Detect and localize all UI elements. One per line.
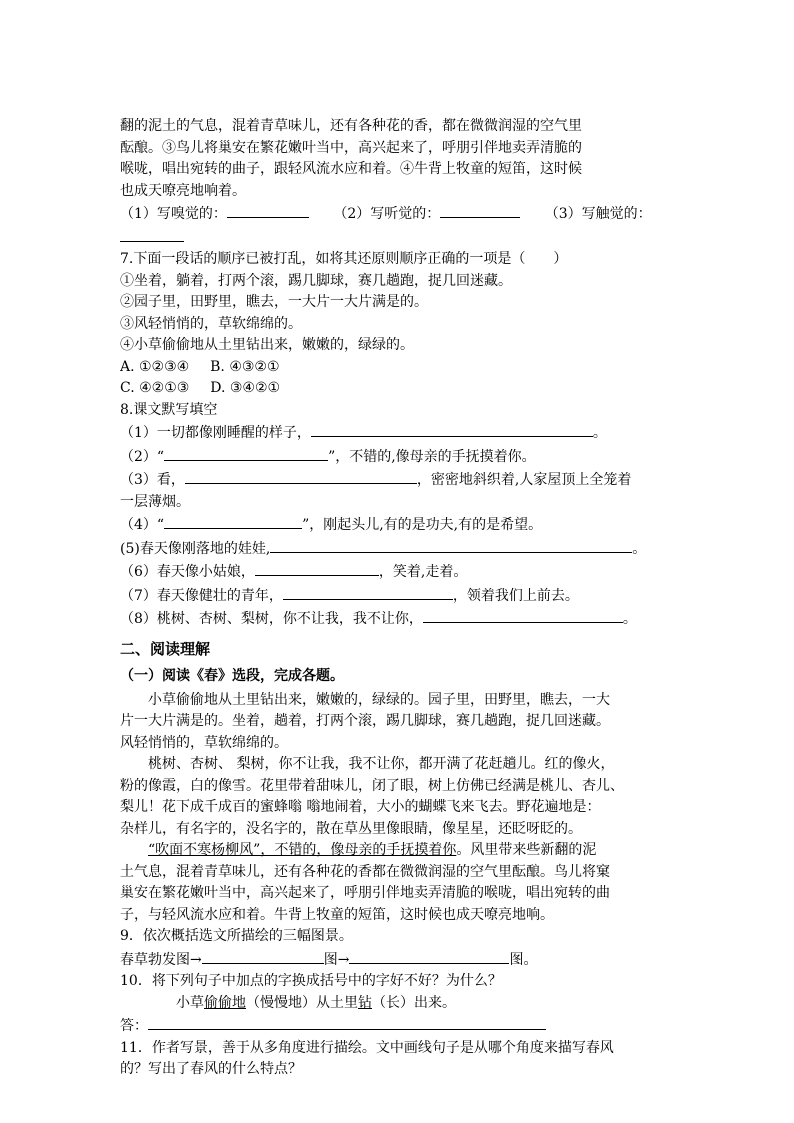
passage-line: 翻的泥土的气息，混着青草味儿，还有各种花的香，都在微微润湿的空气里: [120, 118, 582, 134]
q6-hearing-label: （2）写听觉的：: [333, 206, 441, 222]
reading-line: 土气息，混着青草味儿，还有各种花的香都在微微润湿的空气里酝酿。鸟儿将窠: [120, 863, 610, 880]
q8-item-1: [120, 421, 690, 445]
q8-item-4-blank[interactable]: [164, 513, 302, 529]
q6-touch-blank-line: [120, 226, 690, 250]
q8-item-3-text: （3）看，: [120, 472, 185, 488]
q6-smell-blank[interactable]: [227, 202, 309, 218]
q8-item-7: [120, 584, 690, 608]
q8-item-7-blank[interactable]: [283, 584, 453, 600]
reading-line: 桃树、杏树、 梨树，你不让我，我不让你，都开满了花赶趟儿。红的像火，: [148, 756, 615, 772]
passage-line: 也成天嘹亮地响着。: [120, 182, 246, 199]
q8-item-8: [120, 607, 690, 631]
q6-touch-blank[interactable]: [120, 226, 184, 242]
q10-dotted-char: 钻: [358, 994, 372, 1011]
q8-item-3-blank[interactable]: [185, 468, 417, 484]
q6-smell-label: （1）写嗅觉的：: [120, 206, 227, 222]
q8-item-1-end: 。: [592, 425, 607, 441]
q10-answer-line: [120, 1014, 690, 1038]
q7-options-row-2: [120, 378, 690, 400]
q7-stem: 7.下面一段话的顺序已被打乱，如将其还原则顺序正确的一项是（ ）: [120, 251, 568, 267]
section-heading: 二、阅读理解: [120, 639, 211, 658]
q8-item-3-cont: 一层薄烟。: [120, 493, 190, 510]
q8-title: 8.课文默写填空: [120, 401, 218, 418]
reading-line: 子，与轻风流水应和着。牛背上牧童的短笛，这时候也成天嘹亮地响。: [120, 906, 554, 923]
q8-item-3: [120, 468, 690, 492]
reading-line: 风轻悄悄的，草软绵绵的。: [120, 734, 288, 751]
reading-text: 。风里带来些新翻的泥: [456, 842, 597, 858]
q7-sentence-4: ④小草偷偷地从土里钻出来，嫩嫩的，绿绿的。: [120, 337, 414, 353]
q8-item-6-blank[interactable]: [255, 560, 379, 576]
q7-sentence-2: ②园子里，田野里，瞧去，一大片一大片满是的。: [120, 294, 428, 310]
reading-line: 巢安在繁花嫩叶当中，高兴起来了，呼朋引伴地卖弄清脆的喉咙，唱出宛转的曲: [120, 885, 610, 901]
reading-line: 梨儿！花下成千成百的蜜蜂嗡 嗡地闹着，大小的蝴蝶飞来飞去。野花遍地是：: [120, 799, 601, 815]
q7-option-d[interactable]: D. ③④②①: [210, 380, 281, 396]
q8-item-2: [120, 445, 690, 469]
q8-item-5: [120, 537, 690, 561]
q10-stem: 10．将下列句子中加点的字换成括号中的字好不好？为什么？: [120, 973, 502, 989]
q7-option-b[interactable]: B. ④③②①: [210, 358, 280, 375]
q8-item-4-text: （4）“: [120, 517, 165, 533]
q8-item-3-end: ，密密地斜织着,人家屋顶上全笼着: [416, 472, 632, 488]
q7-options-row-1: [120, 357, 690, 379]
q10-sentence: [120, 993, 690, 1015]
q8-item-4-end: ”，刚起头儿,有的是功夫,有的是希望。: [302, 517, 543, 533]
passage-line: 喉咙，唱出宛转的曲子，跟轻风流水应和着。④牛背上牧童的短笛，这时候: [120, 161, 582, 177]
q10-answer-blank[interactable]: [148, 1014, 546, 1030]
q10-text: （慢慢地）从土里: [246, 994, 358, 1011]
q8-item-5-end: 。: [632, 540, 647, 557]
q8-item-1-blank[interactable]: [311, 421, 593, 437]
q7-option-a[interactable]: A. ①②③④: [120, 358, 190, 375]
reading-line: 粉的像霞，白的像雪。花里带着甜味儿，闭了眼，树上仿佛已经满是桃儿、杏儿、: [120, 777, 624, 794]
q6-touch-label: （3）写触觉的：: [544, 206, 652, 222]
q9-stem: 9．依次概括选文所描绘的三幅图景。: [120, 928, 353, 944]
q9-blank-1[interactable]: [202, 948, 324, 964]
reading-line: 片一大片满是的。坐着，趟着，打两个滚，踢几脚球，赛几趟跑，捉几回迷藏。: [120, 713, 610, 729]
q10-text: 小草: [176, 994, 204, 1011]
q8-item-2-blank[interactable]: [164, 445, 328, 461]
underlined-sentence: “吹面不寒杨柳风”，不错的，像母亲的手抚摸着你: [148, 842, 457, 858]
q10-answer-label: 答：: [120, 1018, 148, 1034]
q11-stem-line-1: 11．作者写景，善于从多角度进行描绘。文中画线句子是从哪个角度来描写春风: [120, 1039, 614, 1056]
q8-item-5-text: (5)春天像刚落地的娃娃,: [120, 540, 271, 557]
q7-sentence-1: ①坐着，躺着，打两个滚，踢几脚球，赛几趟跑，捉几回迷藏。: [120, 272, 512, 289]
q8-item-5-blank[interactable]: [270, 537, 632, 553]
q8-item-6-end: ，笑着,走着。: [378, 564, 468, 580]
q7-option-c[interactable]: C. ④②①③: [120, 380, 190, 396]
q8-item-7-end: ，领着我们上前去。: [452, 587, 579, 604]
q8-item-7-text: （7）春天像健壮的青年，: [120, 587, 283, 604]
passage-line: 酝酿。③鸟儿将巢安在繁花嫩叶当中，高兴起来了，呼朋引伴地卖弄清脆的: [120, 139, 582, 156]
q9-label-2: 图→: [323, 951, 350, 968]
q9-label-3: 图。: [509, 951, 538, 968]
q8-item-8-blank[interactable]: [423, 607, 623, 623]
q8-item-6-text: （6）春天像小姑娘，: [120, 564, 255, 580]
reading-line: [120, 840, 690, 862]
q9-label-1: 春草勃发图→: [120, 951, 202, 968]
q10-dotted-word: 偷偷地: [204, 994, 246, 1011]
q8-item-4: [120, 513, 690, 537]
q9-answer-line: [120, 948, 690, 972]
q8-item-1-text: （1）一切都像刚睡醒的样子，: [120, 425, 311, 441]
q9-blank-2[interactable]: [349, 948, 509, 964]
q8-item-8-end: 。: [622, 611, 637, 627]
reading-line: 杂样儿，有名字的，没名字的，散在草丛里像眼睛，像星星，还眨呀眨的。: [120, 820, 582, 837]
q6-answer-line: [120, 202, 690, 226]
reading-line: 小草偷偷地从土里钻出来，嫩嫩的，绿绿的。园子里，田野里，瞧去，一大: [148, 691, 610, 708]
q7-sentence-3: ③风轻悄悄的，草软绵绵的。: [120, 315, 302, 332]
subsection-heading: （一）阅读《春》选段，完成各题。: [120, 668, 344, 684]
q6-hearing-blank[interactable]: [440, 202, 520, 218]
q10-text: （长）出来。: [372, 994, 456, 1011]
q8-item-6: [120, 560, 690, 584]
document-content: [120, 116, 690, 1081]
q8-item-2-end: ”，不错的,像母亲的手抚摸着你。: [328, 448, 536, 465]
q11-stem-line-2: 的？写出了春风的什么特点？: [120, 1061, 302, 1077]
q8-item-8-text: （8）桃树、杏树、梨树，你不让我，我不让你，: [120, 611, 423, 627]
q8-item-2-text: （2）“: [120, 448, 165, 465]
